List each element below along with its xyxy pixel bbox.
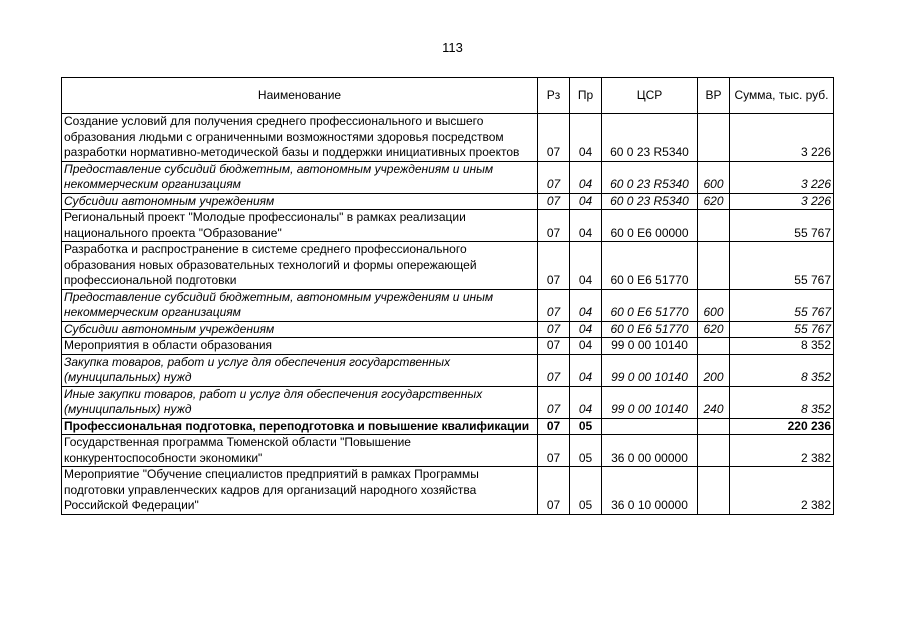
- row-name: Создание условий для получения среднего профессионального и высшего образования людьми с ограниченными возможностями здоровья посредством разработки нормативно-методической базы и поддержки инициативных проектов: [62, 114, 538, 162]
- row-sum: 3 226: [730, 114, 834, 162]
- row-pr: 04: [570, 289, 602, 321]
- row-csr: 99 0 00 10140: [602, 354, 698, 386]
- row-name: Закупка товаров, работ и услуг для обеспечения государственных (муниципальных) нужд: [62, 354, 538, 386]
- row-sum: 8 352: [730, 386, 834, 418]
- row-csr: 60 0 23 R5340: [602, 193, 698, 210]
- table-row: [62, 321, 834, 338]
- row-name: Иные закупки товаров, работ и услуг для обеспечения государственных (муниципальных) нужд: [62, 386, 538, 418]
- table-row: [62, 467, 834, 515]
- row-pr: 05: [570, 467, 602, 515]
- row-sum: 55 767: [730, 289, 834, 321]
- row-sum: 2 382: [730, 435, 834, 467]
- row-csr: 99 0 00 10140: [602, 338, 698, 355]
- row-vr: [698, 467, 730, 515]
- row-csr: 60 0 23 R5340: [602, 161, 698, 193]
- row-pr: 04: [570, 386, 602, 418]
- row-vr: [698, 210, 730, 242]
- row-pr: 05: [570, 418, 602, 435]
- header-vr: ВР: [698, 78, 730, 114]
- row-csr: 60 0 Е6 51770: [602, 321, 698, 338]
- row-name: Государственная программа Тюменской области "Повышение конкурентоспособности экономики": [62, 435, 538, 467]
- row-name: Предоставление субсидий бюджетным, автономным учреждениям и иным некоммерческим организациям: [62, 289, 538, 321]
- row-csr: 36 0 10 00000: [602, 467, 698, 515]
- table-row: [62, 338, 834, 355]
- header-name: Наименование: [62, 78, 538, 114]
- row-pr: 04: [570, 354, 602, 386]
- row-csr: 36 0 00 00000: [602, 435, 698, 467]
- row-vr: 620: [698, 193, 730, 210]
- row-csr: 60 0 Е6 51770: [602, 289, 698, 321]
- table-row: [62, 242, 834, 290]
- row-pr: 04: [570, 321, 602, 338]
- table-row: [62, 354, 834, 386]
- budget-table: [61, 77, 834, 515]
- row-rz: 07: [538, 386, 570, 418]
- table-header-row: [62, 78, 834, 114]
- row-sum: 3 226: [730, 161, 834, 193]
- table-row: [62, 193, 834, 210]
- row-pr: 04: [570, 193, 602, 210]
- row-rz: 07: [538, 338, 570, 355]
- row-vr: 240: [698, 386, 730, 418]
- header-sum: Сумма, тыс. руб.: [730, 78, 834, 114]
- header-csr: ЦСР: [602, 78, 698, 114]
- row-rz: 07: [538, 418, 570, 435]
- row-pr: 04: [570, 242, 602, 290]
- row-vr: 600: [698, 289, 730, 321]
- row-sum: 55 767: [730, 210, 834, 242]
- row-sum: 3 226: [730, 193, 834, 210]
- row-pr: 04: [570, 114, 602, 162]
- row-name: Профессиональная подготовка, переподготовка и повышение квалификации: [62, 418, 538, 435]
- row-vr: [698, 418, 730, 435]
- table-row: [62, 161, 834, 193]
- row-rz: 07: [538, 242, 570, 290]
- table-row: [62, 289, 834, 321]
- row-pr: 04: [570, 210, 602, 242]
- row-csr: [602, 418, 698, 435]
- row-name: Мероприятия в области образования: [62, 338, 538, 355]
- row-csr: 60 0 Е6 00000: [602, 210, 698, 242]
- row-vr: 620: [698, 321, 730, 338]
- row-pr: 04: [570, 161, 602, 193]
- header-pr: Пр: [570, 78, 602, 114]
- page-number: 113: [442, 40, 463, 55]
- row-rz: 07: [538, 467, 570, 515]
- row-vr: [698, 338, 730, 355]
- row-rz: 07: [538, 321, 570, 338]
- row-name: Региональный проект "Молодые профессионалы" в рамках реализации национального проекта "Образование": [62, 210, 538, 242]
- table-row: [62, 114, 834, 162]
- row-pr: 04: [570, 338, 602, 355]
- row-rz: 07: [538, 354, 570, 386]
- row-vr: 200: [698, 354, 730, 386]
- table-row: [62, 418, 834, 435]
- row-name: Разработка и распространение в системе среднего профессионального образования новых образовательных технологий и формы опережающей профессиональной подготовки: [62, 242, 538, 290]
- row-pr: 05: [570, 435, 602, 467]
- row-csr: 99 0 00 10140: [602, 386, 698, 418]
- row-sum: 8 352: [730, 338, 834, 355]
- row-sum: 55 767: [730, 242, 834, 290]
- header-rz: Рз: [538, 78, 570, 114]
- row-name: Предоставление субсидий бюджетным, автономным учреждениям и иным некоммерческим организациям: [62, 161, 538, 193]
- row-sum: 2 382: [730, 467, 834, 515]
- row-sum: 220 236: [730, 418, 834, 435]
- row-rz: 07: [538, 161, 570, 193]
- row-name: Субсидии автономным учреждениям: [62, 193, 538, 210]
- row-vr: [698, 435, 730, 467]
- row-rz: 07: [538, 289, 570, 321]
- row-rz: 07: [538, 114, 570, 162]
- row-sum: 55 767: [730, 321, 834, 338]
- row-name: Субсидии автономным учреждениям: [62, 321, 538, 338]
- row-rz: 07: [538, 435, 570, 467]
- row-rz: 07: [538, 193, 570, 210]
- row-csr: 60 0 Е6 51770: [602, 242, 698, 290]
- row-vr: 600: [698, 161, 730, 193]
- row-sum: 8 352: [730, 354, 834, 386]
- table-row: [62, 210, 834, 242]
- row-csr: 60 0 23 R5340: [602, 114, 698, 162]
- table-row: [62, 386, 834, 418]
- row-name: Мероприятие "Обучение специалистов предприятий в рамках Программы подготовки управленческих кадров для организаций народного хозяйства Российской Федерации": [62, 467, 538, 515]
- row-vr: [698, 114, 730, 162]
- row-vr: [698, 242, 730, 290]
- row-rz: 07: [538, 210, 570, 242]
- table-row: [62, 435, 834, 467]
